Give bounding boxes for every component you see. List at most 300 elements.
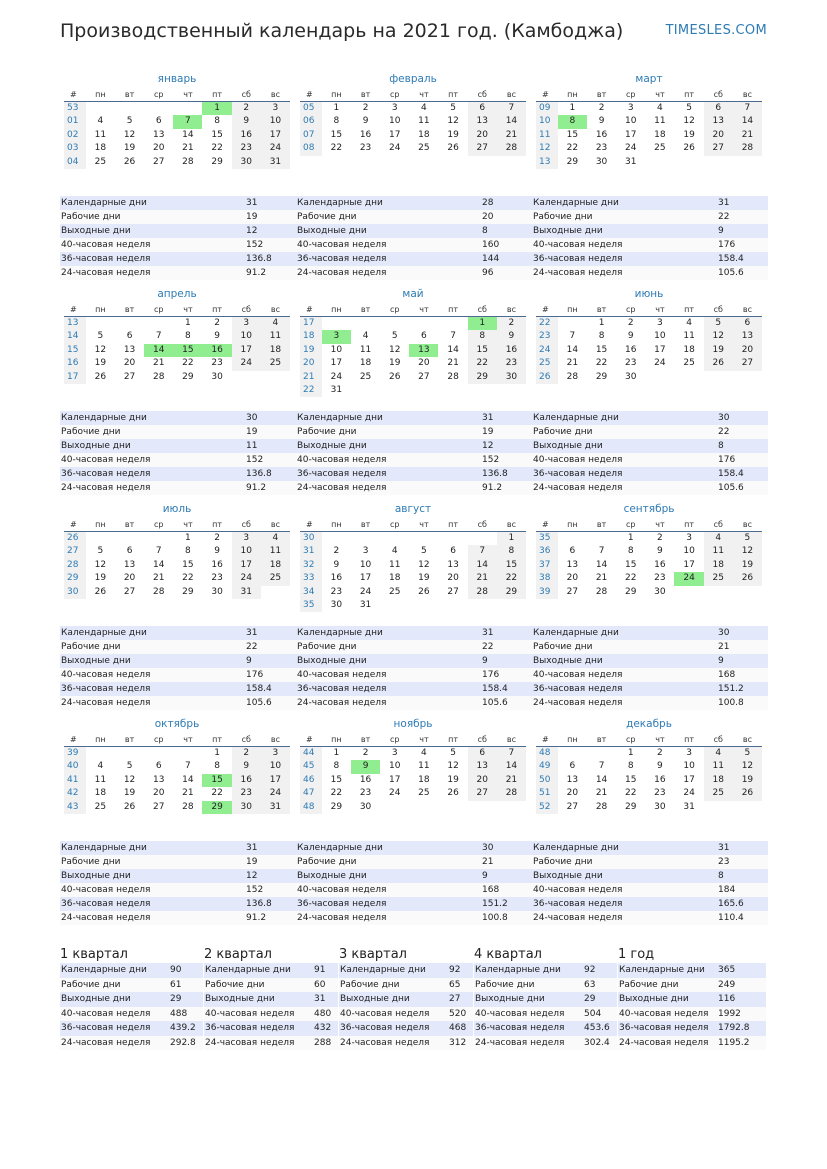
day-cell[interactable]: 30 bbox=[654, 586, 666, 597]
day-cell[interactable]: 21 bbox=[566, 358, 579, 369]
day-cell[interactable]: 10 bbox=[359, 559, 372, 570]
day-cell[interactable]: 12 bbox=[418, 559, 430, 570]
day-cell[interactable]: 3 bbox=[261, 747, 290, 760]
day-cell[interactable]: 25 bbox=[654, 143, 666, 154]
day-cell[interactable]: 23 bbox=[497, 357, 526, 370]
day-cell[interactable]: 7 bbox=[450, 331, 456, 342]
day-cell[interactable]: 5 bbox=[704, 317, 733, 330]
day-cell[interactable]: 6 bbox=[468, 102, 497, 115]
day-cell[interactable]: 8 bbox=[333, 761, 340, 772]
day-cell[interactable]: 6 bbox=[421, 331, 427, 342]
day-cell[interactable]: 23 bbox=[330, 586, 343, 597]
day-cell[interactable]: 27 bbox=[123, 371, 136, 382]
day-cell[interactable]: 12 bbox=[447, 761, 459, 772]
day-cell[interactable]: 11 bbox=[94, 129, 107, 140]
day-cell[interactable]: 8 bbox=[627, 761, 634, 772]
day-cell[interactable]: 9 bbox=[351, 760, 380, 773]
day-cell[interactable]: 27 bbox=[153, 801, 165, 812]
day-cell[interactable]: 14 bbox=[566, 344, 579, 355]
day-cell[interactable]: 23 bbox=[654, 788, 666, 799]
day-cell[interactable]: 29 bbox=[202, 801, 231, 814]
day-cell[interactable]: 22 bbox=[182, 573, 194, 584]
day-cell[interactable]: 11 bbox=[94, 774, 107, 785]
day-cell[interactable]: 9 bbox=[214, 331, 220, 342]
day-cell[interactable]: 11 bbox=[418, 116, 430, 127]
day-cell[interactable]: 14 bbox=[595, 774, 608, 785]
day-cell[interactable]: 1 bbox=[185, 533, 191, 543]
day-cell[interactable]: 27 bbox=[123, 586, 136, 597]
day-cell[interactable]: 9 bbox=[333, 559, 340, 570]
day-cell[interactable]: 19 bbox=[733, 774, 762, 787]
day-cell[interactable]: 16 bbox=[232, 129, 261, 142]
day-cell[interactable]: 6 bbox=[450, 546, 456, 557]
day-cell[interactable]: 14 bbox=[468, 559, 497, 572]
day-cell[interactable]: 11 bbox=[683, 331, 695, 342]
day-cell[interactable]: 1 bbox=[468, 317, 497, 330]
day-cell[interactable]: 15 bbox=[202, 774, 231, 787]
day-cell[interactable]: 17 bbox=[389, 129, 401, 140]
day-cell[interactable]: 19 bbox=[123, 788, 136, 799]
day-cell[interactable]: 20 bbox=[153, 788, 165, 799]
day-cell[interactable]: 15 bbox=[211, 129, 223, 140]
day-cell[interactable]: 7 bbox=[598, 546, 605, 557]
day-cell[interactable]: 2 bbox=[657, 748, 663, 758]
day-cell[interactable]: 24 bbox=[261, 142, 290, 155]
day-cell[interactable]: 27 bbox=[566, 801, 579, 812]
day-cell[interactable]: 8 bbox=[333, 116, 340, 127]
day-cell[interactable]: 31 bbox=[232, 586, 261, 599]
day-cell[interactable]: 4 bbox=[261, 317, 290, 330]
day-cell[interactable]: 7 bbox=[155, 546, 162, 557]
day-cell[interactable]: 29 bbox=[497, 586, 526, 599]
day-cell[interactable]: 21 bbox=[468, 572, 497, 585]
day-cell[interactable]: 28 bbox=[447, 371, 459, 382]
day-cell[interactable]: 14 bbox=[182, 774, 194, 785]
day-cell[interactable]: 1 bbox=[214, 748, 220, 758]
day-cell[interactable]: 1 bbox=[598, 318, 605, 328]
day-cell[interactable]: 20 bbox=[566, 788, 579, 799]
day-cell[interactable]: 31 bbox=[683, 801, 695, 812]
day-cell[interactable]: 7 bbox=[185, 761, 191, 772]
day-cell[interactable]: 6 bbox=[155, 116, 162, 127]
day-cell[interactable]: 27 bbox=[418, 371, 430, 382]
day-cell[interactable]: 26 bbox=[123, 801, 136, 812]
day-cell[interactable]: 18 bbox=[389, 573, 401, 584]
day-cell[interactable]: 21 bbox=[182, 143, 194, 154]
day-cell[interactable]: 3 bbox=[261, 102, 290, 115]
day-cell[interactable]: 8 bbox=[468, 330, 497, 343]
day-cell[interactable]: 19 bbox=[683, 129, 695, 140]
day-cell[interactable]: 24 bbox=[232, 357, 261, 370]
day-cell[interactable]: 2 bbox=[362, 748, 369, 758]
day-cell[interactable]: 16 bbox=[497, 344, 526, 357]
day-cell[interactable]: 30 bbox=[497, 371, 526, 384]
day-cell[interactable]: 20 bbox=[153, 143, 165, 154]
day-cell[interactable]: 27 bbox=[733, 357, 762, 370]
day-cell[interactable]: 9 bbox=[657, 546, 663, 557]
day-cell[interactable]: 1 bbox=[333, 103, 340, 113]
day-cell[interactable]: 14 bbox=[595, 559, 608, 570]
day-cell[interactable]: 12 bbox=[94, 559, 107, 570]
day-cell[interactable]: 1 bbox=[627, 748, 634, 758]
day-cell[interactable]: 9 bbox=[214, 546, 220, 557]
day-cell[interactable]: 11 bbox=[261, 545, 290, 558]
day-cell[interactable]: 25 bbox=[94, 801, 107, 812]
day-cell[interactable]: 28 bbox=[595, 801, 608, 812]
day-cell[interactable]: 2 bbox=[214, 533, 220, 543]
day-cell[interactable]: 22 bbox=[625, 573, 637, 584]
day-cell[interactable]: 18 bbox=[704, 559, 733, 572]
day-cell[interactable]: 13 bbox=[153, 129, 165, 140]
day-cell[interactable]: 20 bbox=[704, 129, 733, 142]
day-cell[interactable]: 21 bbox=[153, 358, 165, 369]
day-cell[interactable]: 12 bbox=[389, 344, 401, 355]
day-cell[interactable]: 14 bbox=[144, 344, 173, 357]
day-cell[interactable]: 22 bbox=[182, 358, 194, 369]
day-cell[interactable]: 2 bbox=[232, 102, 261, 115]
day-cell[interactable]: 10 bbox=[232, 330, 261, 343]
day-cell[interactable]: 6 bbox=[733, 317, 762, 330]
day-cell[interactable]: 28 bbox=[153, 586, 165, 597]
day-cell[interactable]: 4 bbox=[97, 116, 104, 127]
day-cell[interactable]: 30 bbox=[211, 371, 223, 382]
day-cell[interactable]: 28 bbox=[733, 142, 762, 155]
day-cell[interactable]: 21 bbox=[153, 573, 165, 584]
day-cell[interactable]: 21 bbox=[733, 129, 762, 142]
day-cell[interactable]: 3 bbox=[686, 748, 692, 758]
day-cell[interactable]: 8 bbox=[214, 761, 220, 772]
day-cell[interactable]: 22 bbox=[497, 572, 526, 585]
day-cell[interactable]: 13 bbox=[566, 559, 579, 570]
day-cell[interactable]: 26 bbox=[418, 586, 430, 597]
day-cell[interactable]: 30 bbox=[232, 156, 261, 169]
day-cell[interactable]: 30 bbox=[211, 586, 223, 597]
day-cell[interactable]: 23 bbox=[625, 358, 637, 369]
day-cell[interactable]: 13 bbox=[409, 344, 438, 357]
day-cell[interactable]: 27 bbox=[468, 787, 497, 800]
day-cell[interactable]: 2 bbox=[598, 103, 605, 113]
day-cell[interactable]: 23 bbox=[211, 358, 223, 369]
day-cell[interactable]: 27 bbox=[447, 586, 459, 597]
day-cell[interactable]: 25 bbox=[704, 787, 733, 800]
day-cell[interactable]: 13 bbox=[447, 559, 459, 570]
day-cell[interactable]: 28 bbox=[153, 371, 165, 382]
day-cell[interactable]: 28 bbox=[497, 142, 526, 155]
day-cell[interactable]: 17 bbox=[654, 344, 666, 355]
day-cell[interactable]: 7 bbox=[173, 115, 202, 128]
day-cell[interactable]: 2 bbox=[362, 103, 369, 113]
day-cell[interactable]: 17 bbox=[683, 774, 695, 785]
day-cell[interactable]: 30 bbox=[654, 801, 666, 812]
day-cell[interactable]: 1 bbox=[569, 103, 576, 113]
day-cell[interactable]: 29 bbox=[625, 801, 637, 812]
day-cell[interactable]: 14 bbox=[497, 760, 526, 773]
day-cell[interactable]: 23 bbox=[359, 788, 372, 799]
day-cell[interactable]: 14 bbox=[153, 559, 165, 570]
day-cell[interactable]: 23 bbox=[232, 142, 261, 155]
day-cell[interactable]: 19 bbox=[389, 358, 401, 369]
day-cell[interactable]: 18 bbox=[94, 143, 107, 154]
day-cell[interactable]: 19 bbox=[94, 358, 107, 369]
day-cell[interactable]: 8 bbox=[558, 115, 587, 128]
day-cell[interactable]: 29 bbox=[468, 371, 497, 384]
day-cell[interactable]: 23 bbox=[359, 143, 372, 154]
day-cell[interactable]: 14 bbox=[182, 129, 194, 140]
day-cell[interactable]: 28 bbox=[182, 156, 194, 167]
day-cell[interactable]: 31 bbox=[625, 156, 637, 167]
day-cell[interactable]: 22 bbox=[595, 358, 608, 369]
day-cell[interactable]: 21 bbox=[447, 358, 459, 369]
day-cell[interactable]: 22 bbox=[211, 788, 223, 799]
day-cell[interactable]: 15 bbox=[566, 129, 579, 140]
day-cell[interactable]: 12 bbox=[683, 116, 695, 127]
day-cell[interactable]: 21 bbox=[595, 788, 608, 799]
day-cell[interactable]: 26 bbox=[447, 788, 459, 799]
day-cell[interactable]: 25 bbox=[704, 572, 733, 585]
day-cell[interactable]: 10 bbox=[389, 116, 401, 127]
day-cell[interactable]: 28 bbox=[566, 371, 579, 382]
day-cell[interactable]: 24 bbox=[674, 572, 703, 585]
day-cell[interactable]: 3 bbox=[232, 317, 261, 330]
day-cell[interactable]: 3 bbox=[686, 533, 692, 543]
day-cell[interactable]: 24 bbox=[389, 788, 401, 799]
day-cell[interactable]: 22 bbox=[566, 143, 579, 154]
day-cell[interactable]: 5 bbox=[733, 747, 762, 760]
day-cell[interactable]: 10 bbox=[625, 116, 637, 127]
day-cell[interactable]: 4 bbox=[704, 532, 733, 545]
day-cell[interactable]: 17 bbox=[232, 344, 261, 357]
day-cell[interactable]: 23 bbox=[654, 573, 666, 584]
day-cell[interactable]: 10 bbox=[654, 331, 666, 342]
day-cell[interactable]: 1 bbox=[497, 532, 526, 545]
day-cell[interactable]: 11 bbox=[389, 559, 401, 570]
day-cell[interactable]: 16 bbox=[625, 344, 637, 355]
day-cell[interactable]: 23 bbox=[232, 787, 261, 800]
day-cell[interactable]: 16 bbox=[595, 129, 608, 140]
day-cell[interactable]: 6 bbox=[155, 761, 162, 772]
day-cell[interactable]: 26 bbox=[447, 143, 459, 154]
day-cell[interactable]: 22 bbox=[330, 143, 343, 154]
day-cell[interactable]: 22 bbox=[625, 788, 637, 799]
day-cell[interactable]: 1 bbox=[333, 748, 340, 758]
day-cell[interactable]: 28 bbox=[595, 586, 608, 597]
day-cell[interactable]: 6 bbox=[569, 546, 576, 557]
day-cell[interactable]: 20 bbox=[123, 573, 136, 584]
day-cell[interactable]: 2 bbox=[333, 546, 340, 557]
day-cell[interactable]: 31 bbox=[261, 801, 290, 814]
day-cell[interactable]: 13 bbox=[123, 344, 136, 355]
day-cell[interactable]: 5 bbox=[391, 331, 398, 342]
day-cell[interactable]: 12 bbox=[123, 129, 136, 140]
day-cell[interactable]: 29 bbox=[211, 156, 223, 167]
day-cell[interactable]: 10 bbox=[261, 115, 290, 128]
day-cell[interactable]: 14 bbox=[447, 344, 459, 355]
day-cell[interactable]: 2 bbox=[627, 318, 634, 328]
day-cell[interactable]: 9 bbox=[232, 760, 261, 773]
day-cell[interactable]: 13 bbox=[468, 760, 497, 773]
day-cell[interactable]: 18 bbox=[94, 788, 107, 799]
day-cell[interactable]: 4 bbox=[97, 761, 104, 772]
day-cell[interactable]: 10 bbox=[389, 761, 401, 772]
day-cell[interactable]: 11 bbox=[359, 344, 372, 355]
day-cell[interactable]: 20 bbox=[418, 358, 430, 369]
day-cell[interactable]: 25 bbox=[359, 371, 372, 382]
site-link[interactable]: TIMESLES.COM bbox=[665, 23, 767, 38]
day-cell[interactable]: 6 bbox=[468, 747, 497, 760]
day-cell[interactable]: 10 bbox=[232, 545, 261, 558]
day-cell[interactable]: 19 bbox=[447, 129, 459, 140]
day-cell[interactable]: 15 bbox=[182, 559, 194, 570]
day-cell[interactable]: 11 bbox=[261, 330, 290, 343]
day-cell[interactable]: 11 bbox=[704, 760, 733, 773]
day-cell[interactable]: 19 bbox=[704, 344, 733, 357]
day-cell[interactable]: 27 bbox=[153, 156, 165, 167]
day-cell[interactable]: 2 bbox=[214, 318, 220, 328]
day-cell[interactable]: 5 bbox=[421, 546, 427, 557]
day-cell[interactable]: 30 bbox=[595, 156, 608, 167]
day-cell[interactable]: 12 bbox=[733, 545, 762, 558]
day-cell[interactable]: 9 bbox=[598, 116, 605, 127]
day-cell[interactable]: 18 bbox=[261, 344, 290, 357]
day-cell[interactable]: 26 bbox=[733, 787, 762, 800]
day-cell[interactable]: 8 bbox=[598, 331, 605, 342]
day-cell[interactable]: 27 bbox=[566, 586, 579, 597]
day-cell[interactable]: 9 bbox=[497, 330, 526, 343]
day-cell[interactable]: 16 bbox=[202, 344, 231, 357]
day-cell[interactable]: 25 bbox=[418, 788, 430, 799]
day-cell[interactable]: 5 bbox=[97, 546, 104, 557]
day-cell[interactable]: 10 bbox=[683, 761, 695, 772]
day-cell[interactable]: 16 bbox=[359, 129, 372, 140]
day-cell[interactable]: 2 bbox=[232, 747, 261, 760]
day-cell[interactable]: 20 bbox=[566, 573, 579, 584]
day-cell[interactable]: 31 bbox=[330, 384, 343, 395]
day-cell[interactable]: 25 bbox=[683, 358, 695, 369]
day-cell[interactable]: 7 bbox=[569, 331, 576, 342]
day-cell[interactable]: 10 bbox=[330, 344, 343, 355]
day-cell[interactable]: 24 bbox=[683, 788, 695, 799]
day-cell[interactable]: 11 bbox=[418, 761, 430, 772]
day-cell[interactable]: 2 bbox=[657, 533, 663, 543]
day-cell[interactable]: 25 bbox=[261, 572, 290, 585]
day-cell[interactable]: 20 bbox=[447, 573, 459, 584]
day-cell[interactable]: 19 bbox=[94, 573, 107, 584]
day-cell[interactable]: 3 bbox=[391, 748, 398, 758]
day-cell[interactable]: 18 bbox=[683, 344, 695, 355]
day-cell[interactable]: 26 bbox=[94, 371, 107, 382]
day-cell[interactable]: 8 bbox=[185, 331, 191, 342]
day-cell[interactable]: 22 bbox=[468, 357, 497, 370]
day-cell[interactable]: 23 bbox=[595, 143, 608, 154]
day-cell[interactable]: 29 bbox=[330, 801, 343, 812]
day-cell[interactable]: 29 bbox=[595, 371, 608, 382]
day-cell[interactable]: 24 bbox=[359, 586, 372, 597]
day-cell[interactable]: 16 bbox=[654, 559, 666, 570]
day-cell[interactable]: 5 bbox=[450, 748, 456, 758]
day-cell[interactable]: 20 bbox=[468, 129, 497, 142]
day-cell[interactable]: 15 bbox=[595, 344, 608, 355]
day-cell[interactable]: 16 bbox=[211, 559, 223, 570]
day-cell[interactable]: 4 bbox=[261, 532, 290, 545]
day-cell[interactable]: 6 bbox=[126, 546, 133, 557]
day-cell[interactable]: 25 bbox=[94, 156, 107, 167]
day-cell[interactable]: 25 bbox=[389, 586, 401, 597]
day-cell[interactable]: 15 bbox=[468, 344, 497, 357]
day-cell[interactable]: 10 bbox=[683, 546, 695, 557]
day-cell[interactable]: 12 bbox=[733, 760, 762, 773]
day-cell[interactable]: 12 bbox=[123, 774, 136, 785]
day-cell[interactable]: 3 bbox=[322, 330, 351, 343]
day-cell[interactable]: 7 bbox=[733, 102, 762, 115]
day-cell[interactable]: 22 bbox=[330, 788, 343, 799]
day-cell[interactable]: 3 bbox=[362, 546, 369, 557]
day-cell[interactable]: 3 bbox=[232, 532, 261, 545]
day-cell[interactable]: 19 bbox=[733, 559, 762, 572]
day-cell[interactable]: 4 bbox=[657, 103, 663, 113]
day-cell[interactable]: 6 bbox=[569, 761, 576, 772]
day-cell[interactable]: 11 bbox=[704, 545, 733, 558]
day-cell[interactable]: 21 bbox=[182, 788, 194, 799]
day-cell[interactable]: 15 bbox=[625, 559, 637, 570]
day-cell[interactable]: 15 bbox=[173, 344, 202, 357]
day-cell[interactable]: 24 bbox=[232, 572, 261, 585]
day-cell[interactable]: 15 bbox=[330, 129, 343, 140]
day-cell[interactable]: 27 bbox=[704, 142, 733, 155]
day-cell[interactable]: 18 bbox=[704, 774, 733, 787]
day-cell[interactable]: 5 bbox=[97, 331, 104, 342]
day-cell[interactable]: 21 bbox=[595, 573, 608, 584]
day-cell[interactable]: 11 bbox=[654, 116, 666, 127]
day-cell[interactable]: 30 bbox=[625, 371, 637, 382]
day-cell[interactable]: 12 bbox=[447, 116, 459, 127]
day-cell[interactable]: 2 bbox=[497, 317, 526, 330]
day-cell[interactable]: 18 bbox=[418, 129, 430, 140]
day-cell[interactable]: 27 bbox=[468, 142, 497, 155]
day-cell[interactable]: 4 bbox=[362, 331, 369, 342]
day-cell[interactable]: 29 bbox=[182, 586, 194, 597]
day-cell[interactable]: 7 bbox=[598, 761, 605, 772]
day-cell[interactable]: 17 bbox=[330, 358, 343, 369]
day-cell[interactable]: 26 bbox=[389, 371, 401, 382]
day-cell[interactable]: 20 bbox=[123, 358, 136, 369]
day-cell[interactable]: 9 bbox=[232, 115, 261, 128]
day-cell[interactable]: 19 bbox=[447, 774, 459, 785]
day-cell[interactable]: 17 bbox=[389, 774, 401, 785]
day-cell[interactable]: 16 bbox=[232, 774, 261, 787]
day-cell[interactable]: 18 bbox=[418, 774, 430, 785]
day-cell[interactable]: 3 bbox=[627, 103, 634, 113]
day-cell[interactable]: 30 bbox=[330, 599, 343, 610]
day-cell[interactable]: 31 bbox=[261, 156, 290, 169]
day-cell[interactable]: 24 bbox=[389, 143, 401, 154]
day-cell[interactable]: 13 bbox=[566, 774, 579, 785]
day-cell[interactable]: 7 bbox=[497, 747, 526, 760]
day-cell[interactable]: 31 bbox=[359, 599, 372, 610]
day-cell[interactable]: 1 bbox=[627, 533, 634, 543]
day-cell[interactable]: 16 bbox=[330, 573, 343, 584]
day-cell[interactable]: 14 bbox=[497, 115, 526, 128]
day-cell[interactable]: 4 bbox=[704, 747, 733, 760]
day-cell[interactable]: 22 bbox=[211, 143, 223, 154]
day-cell[interactable]: 13 bbox=[153, 774, 165, 785]
day-cell[interactable]: 13 bbox=[733, 330, 762, 343]
day-cell[interactable]: 18 bbox=[654, 129, 666, 140]
day-cell[interactable]: 17 bbox=[261, 774, 290, 787]
day-cell[interactable]: 4 bbox=[686, 318, 692, 328]
day-cell[interactable]: 26 bbox=[683, 143, 695, 154]
day-cell[interactable]: 6 bbox=[704, 102, 733, 115]
day-cell[interactable]: 30 bbox=[232, 801, 261, 814]
